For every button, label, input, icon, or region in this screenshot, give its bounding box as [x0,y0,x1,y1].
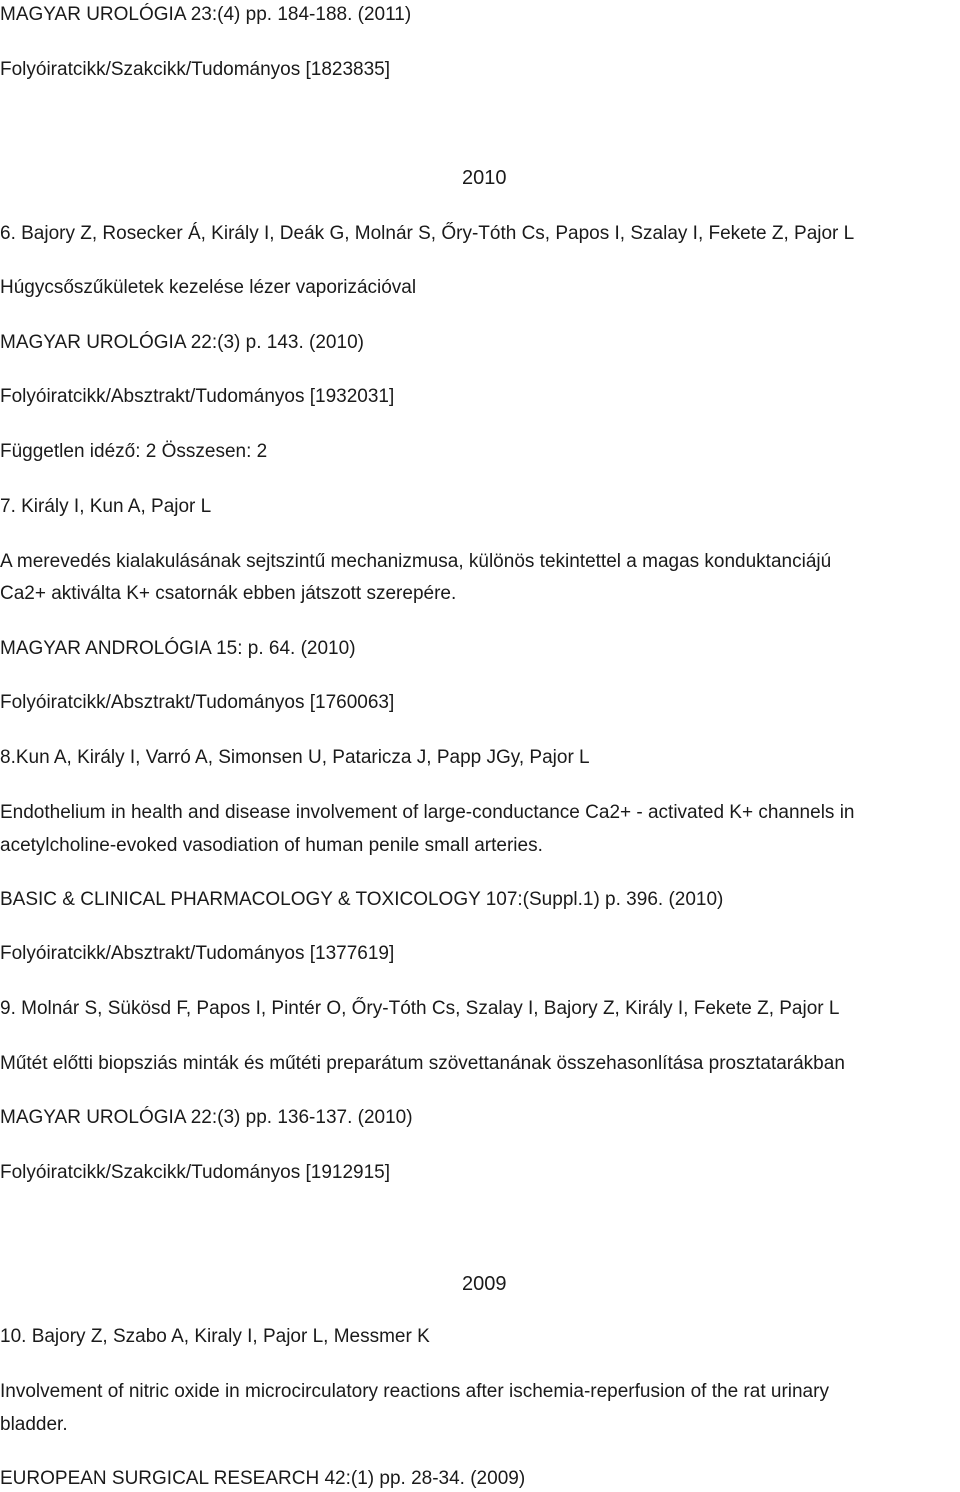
entry-8-title-line2: acetylcholine-evoked vasodiation of human penile small arteries. [0,835,543,856]
year-heading-2010: 2010 [462,167,507,189]
year-heading-2009: 2009 [462,1273,507,1295]
entry-8-type: Folyóiratcikk/Absztrakt/Tudományos [1377619] [0,943,395,964]
entry-8-title-line1: Endothelium in health and disease involvement of large-conductance Ca2+ - activated K+ channels in [0,802,855,823]
entry-8-authors: 8.Kun A, Király I, Varró A, Simonsen U, Pataricza J, Papp JGy, Pajor L [0,747,590,768]
entry-6-title: Húgycsőszűkületek kezelése lézer vaporizációval [0,277,417,298]
type-line: Folyóiratcikk/Szakcikk/Tudományos [1823835] [0,59,391,80]
entry-9-journal: MAGYAR UROLÓGIA 22:(3) pp. 136-137. (2010) [0,1107,413,1128]
entry-9-type: Folyóiratcikk/Szakcikk/Tudományos [1912915] [0,1162,391,1183]
entry-7-type: Folyóiratcikk/Absztrakt/Tudományos [1760063] [0,692,395,713]
entry-8-journal: BASIC & CLINICAL PHARMACOLOGY & TOXICOLOGY 107:(Suppl.1) p. 396. (2010) [0,889,724,910]
entry-6-type: Folyóiratcikk/Absztrakt/Tudományos [1932031] [0,386,395,407]
entry-7-title-line2: Ca2+ aktiválta K+ csatornák ebben játszott szerepére. [0,583,457,604]
entry-6-journal: MAGYAR UROLÓGIA 22:(3) p. 143. (2010) [0,332,364,353]
entry-9-authors: 9. Molnár S, Sükösd F, Papos I, Pintér O, Őry-Tóth Cs, Szalay I, Bajory Z, Király I, Fekete Z, Pajor L [0,998,840,1019]
entry-6-citations: Független idéző: 2 Összesen: 2 [0,441,268,462]
entry-7-journal: MAGYAR ANDROLÓGIA 15: p. 64. (2010) [0,638,356,659]
journal-line: MAGYAR UROLÓGIA 23:(4) pp. 184-188. (2011) [0,4,412,25]
entry-7-authors: 7. Király I, Kun A, Pajor L [0,496,212,517]
entry-10-title-line2: bladder. [0,1414,68,1435]
entry-7-title-line1: A merevedés kialakulásának sejtszintű mechanizmusa, különös tekintettel a magas konduktanciájú [0,551,832,572]
entry-9-title: Műtét előtti biopsziás minták és műtéti preparátum szövettanának összehasonlítása prosztatarákban [0,1053,845,1074]
entry-10-authors: 10. Bajory Z, Szabo A, Kiraly I, Pajor L, Messmer K [0,1326,430,1347]
entry-10-title-line1: Involvement of nitric oxide in microcirculatory reactions after ischemia-reperfusion of the rat urinary [0,1381,829,1402]
entry-10-journal: EUROPEAN SURGICAL RESEARCH 42:(1) pp. 28-34. (2009) [0,1468,526,1489]
entry-6-authors: 6. Bajory Z, Rosecker Á, Király I, Deák G, Molnár S, Őry-Tóth Cs, Papos I, Szalay I, Fekete Z, Pajor L [0,223,855,244]
